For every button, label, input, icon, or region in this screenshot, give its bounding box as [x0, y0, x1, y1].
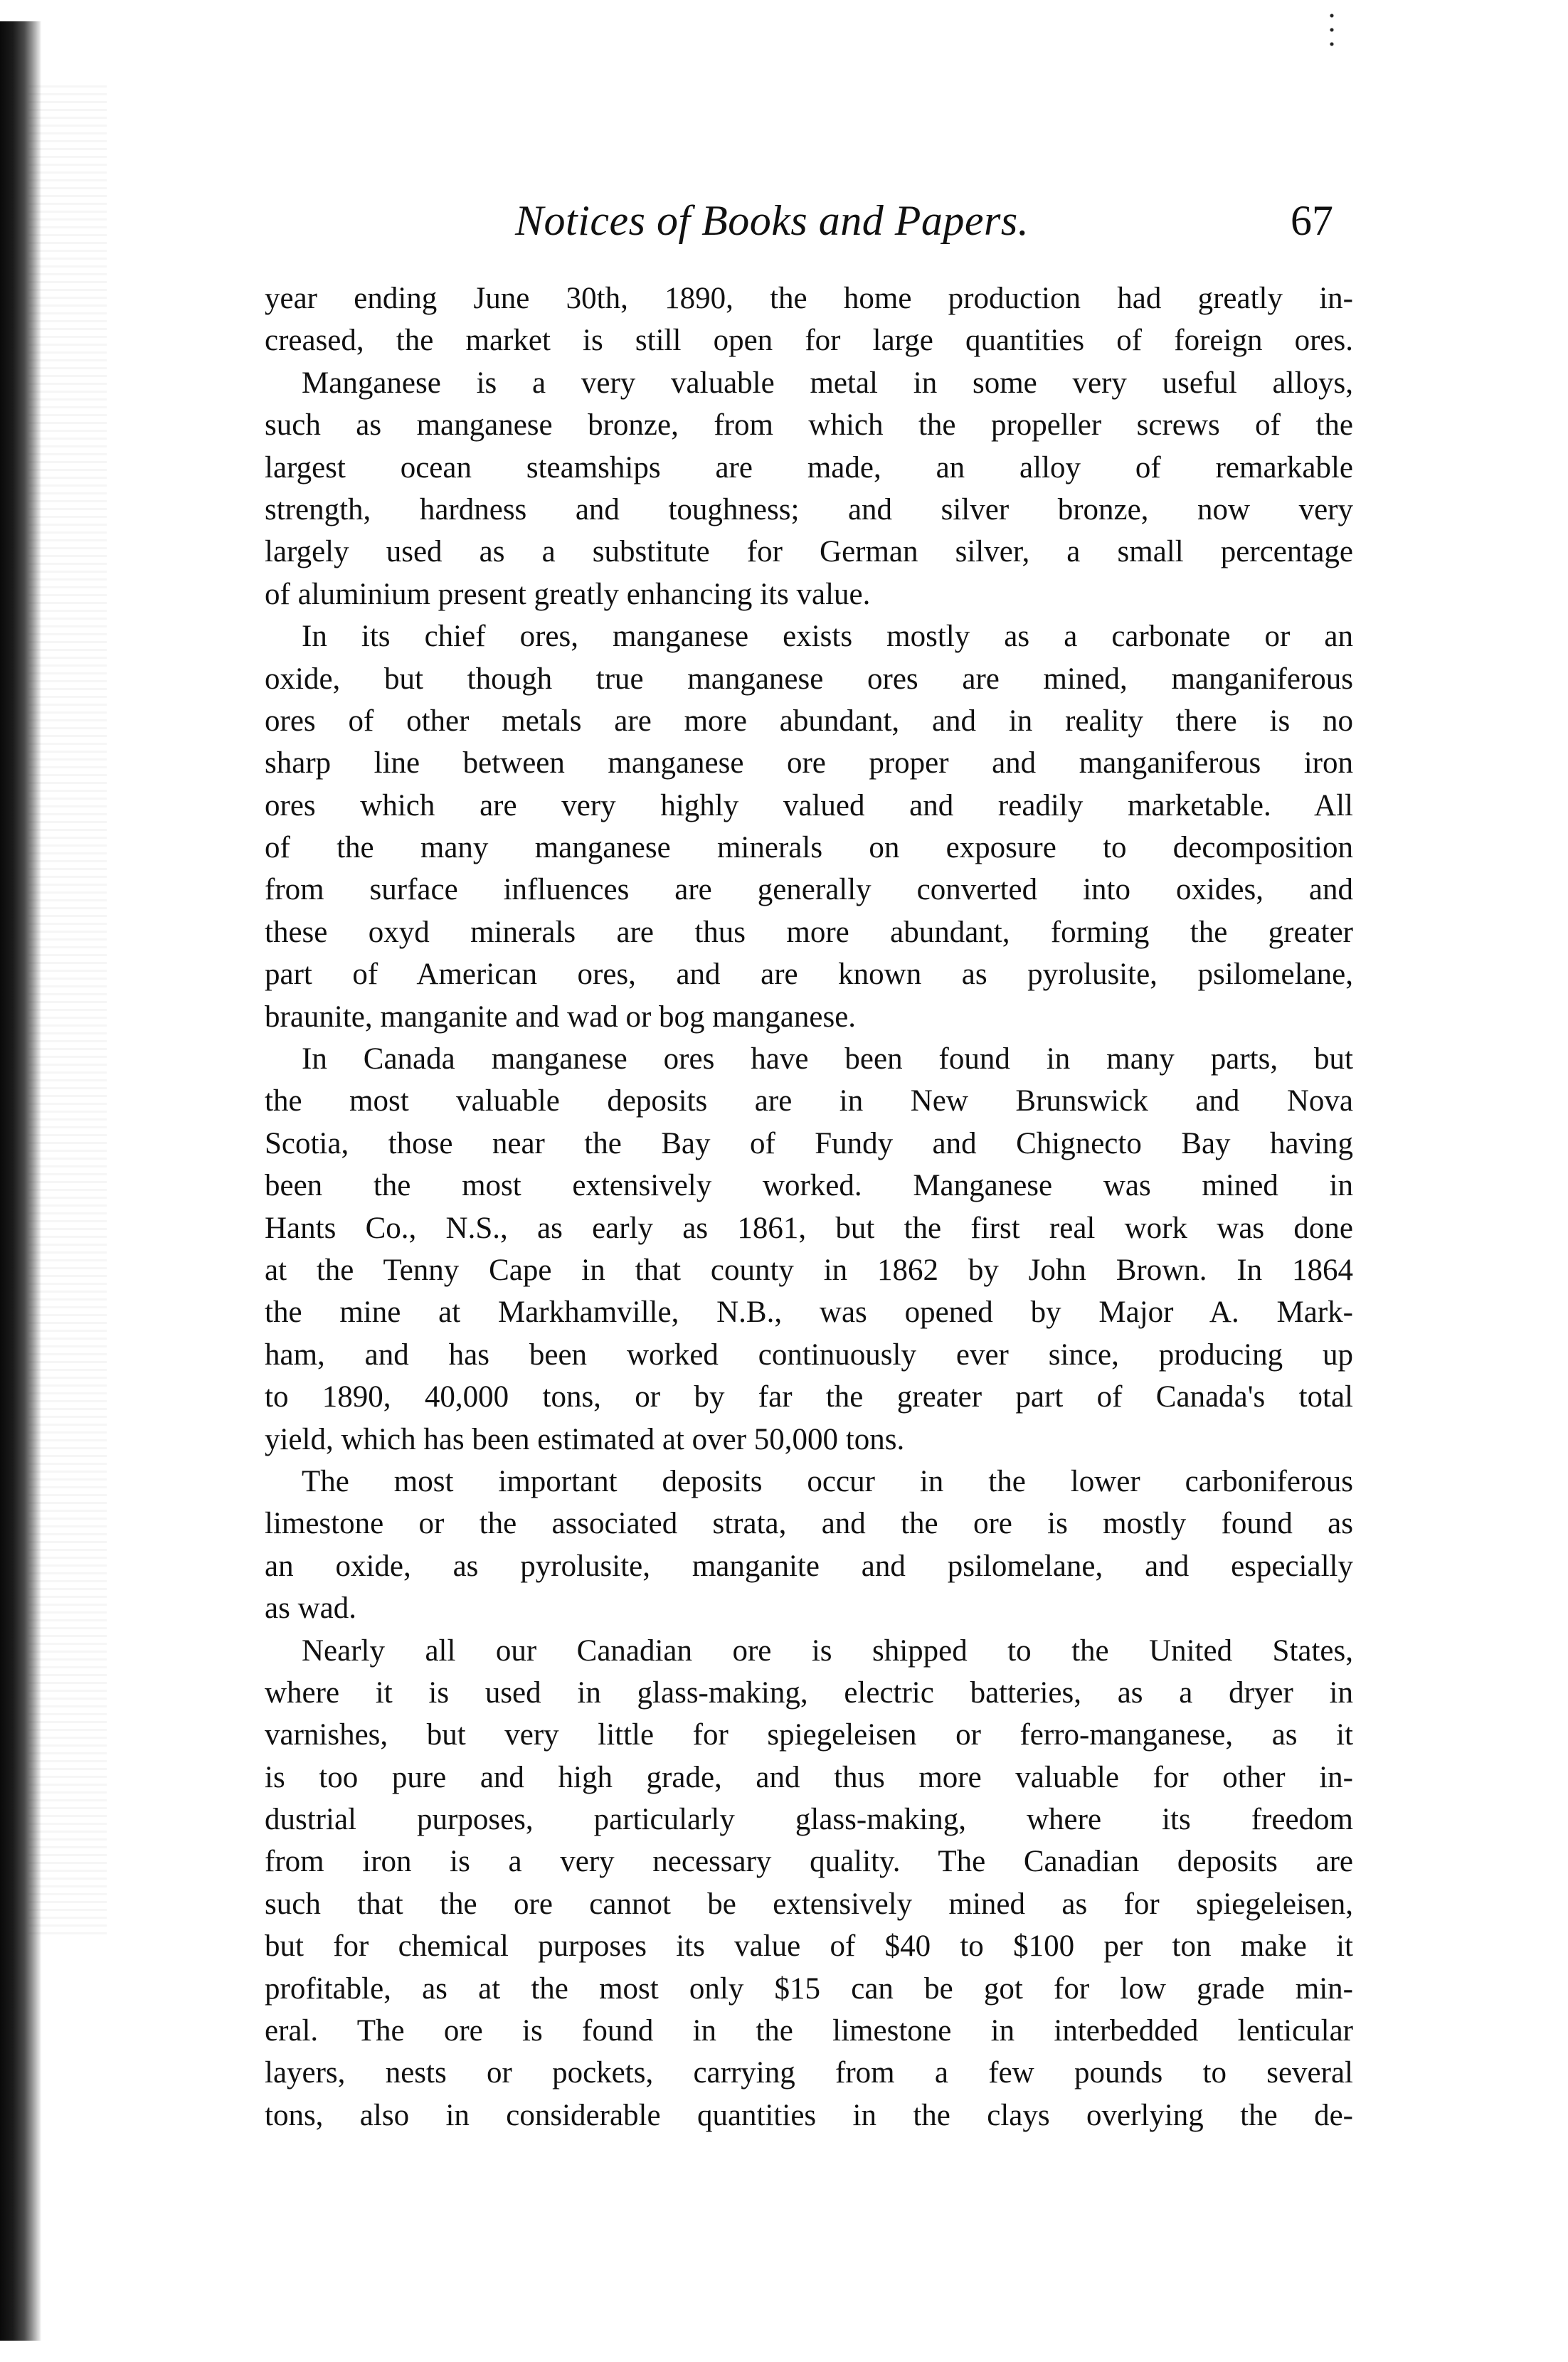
running-head	[265, 192, 1353, 258]
text-line: Manganese is a very valuable metal in some very useful alloys,	[302, 366, 1353, 400]
text-line: creased, the market is still open for large quantities of foreign ores.	[265, 324, 1353, 358]
text-line: at the Tenny Cape in that county in 1862 by John Brown. In 1864	[265, 1253, 1353, 1287]
body-text	[265, 277, 1353, 2136]
text-line: profitable, as at the most only $15 can be got for low grade min-	[265, 1971, 1353, 2006]
text-line: of aluminium present greatly enhancing its value.	[265, 577, 871, 611]
text-line: limestone or the associated strata, and the ore is mostly found as	[265, 1507, 1353, 1541]
text-line: these oxyd minerals are thus more abundant, forming the greater	[265, 915, 1353, 949]
text-line: In Canada manganese ores have been found in many parts, but	[302, 1042, 1353, 1076]
text-line: In its chief ores, manganese exists mostly as a carbonate or an	[302, 620, 1353, 654]
text-line: as wad.	[265, 1592, 356, 1626]
text-line: sharp line between manganese ore proper and manganiferous iron	[265, 746, 1353, 780]
text-line: layers, nests or pockets, carrying from a few pounds to several	[265, 2056, 1353, 2090]
text-line: The most important deposits occur in the lower carboniferous	[302, 1464, 1353, 1498]
text-line: varnishes, but very little for spiegeleisen or ferro-manganese, as it	[265, 1718, 1353, 1752]
running-title: Notices of Books and Papers.	[515, 197, 1029, 244]
text-line: tons, also in considerable quantities in the clays overlying the de-	[265, 2098, 1353, 2132]
scan-artifact-dots	[1329, 9, 1335, 51]
text-line: been the most extensively worked. Manganese was mined in	[265, 1169, 1353, 1203]
text-line: eral. The ore is found in the limestone in interbedded lenticular	[265, 2014, 1353, 2048]
book-page	[265, 192, 1353, 2136]
text-line: braunite, manganite and wad or bog manganese.	[265, 1000, 857, 1034]
text-line: ores of other metals are more abundant, and in reality there is no	[265, 704, 1353, 738]
scan-binding-shadow	[28, 85, 107, 1935]
text-line: from surface influences are generally converted into oxides, and	[265, 873, 1353, 907]
text-line: dustrial purposes, particularly glass-making, where its freedom	[265, 1803, 1353, 1837]
text-line: but for chemical purposes its value of $40 to $100 per ton make it	[265, 1929, 1353, 1964]
text-line: such as manganese bronze, from which the propeller screws of the	[265, 408, 1353, 443]
text-line: largely used as a substitute for German silver, a small percentage	[265, 535, 1353, 569]
text-line: strength, hardness and toughness; and silver bronze, now very	[265, 492, 1353, 526]
text-line: year ending June 30th, 1890, the home production had greatly in-	[265, 282, 1353, 315]
text-line: from iron is a very necessary quality. The Canadian deposits are	[265, 1845, 1353, 1879]
text-line: such that the ore cannot be extensively mined as for spiegeleisen,	[265, 1887, 1353, 1921]
text-line: the mine at Markhamville, N.B., was opened by Major A. Mark-	[265, 1296, 1353, 1330]
text-line: largest ocean steamships are made, an alloy of remarkable	[265, 450, 1353, 484]
text-line: yield, which has been estimated at over 50,000 tons.	[265, 1422, 905, 1456]
text-line: where it is used in glass-making, electric batteries, as a dryer in	[265, 1675, 1353, 1710]
text-line: ham, and has been worked continuously ever since, producing up	[265, 1338, 1353, 1372]
text-line: oxide, but though true manganese ores are mined, manganiferous	[265, 662, 1353, 696]
text-line: the most valuable deposits are in New Brunswick and Nova	[265, 1084, 1353, 1118]
text-line: of the many manganese minerals on exposure to decomposition	[265, 831, 1353, 865]
text-line: ores which are very highly valued and readily marketable. All	[265, 788, 1353, 822]
text-line: an oxide, as pyrolusite, manganite and psilomelane, and especially	[265, 1549, 1353, 1583]
text-line: to 1890, 40,000 tons, or by far the greater part of Canada's total	[265, 1380, 1353, 1414]
text-line: part of American ores, and are known as pyrolusite, psilomelane,	[265, 958, 1353, 992]
text-line: Scotia, those near the Bay of Fundy and Chignecto Bay having	[265, 1126, 1353, 1160]
text-line: Nearly all our Canadian ore is shipped to the United States,	[302, 1633, 1353, 1668]
text-line: is too pure and high grade, and thus more valuable for other in-	[265, 1760, 1353, 1794]
text-line: Hants Co., N.S., as early as 1861, but the first real work was done	[265, 1211, 1353, 1245]
page-number: 67	[1291, 197, 1333, 244]
